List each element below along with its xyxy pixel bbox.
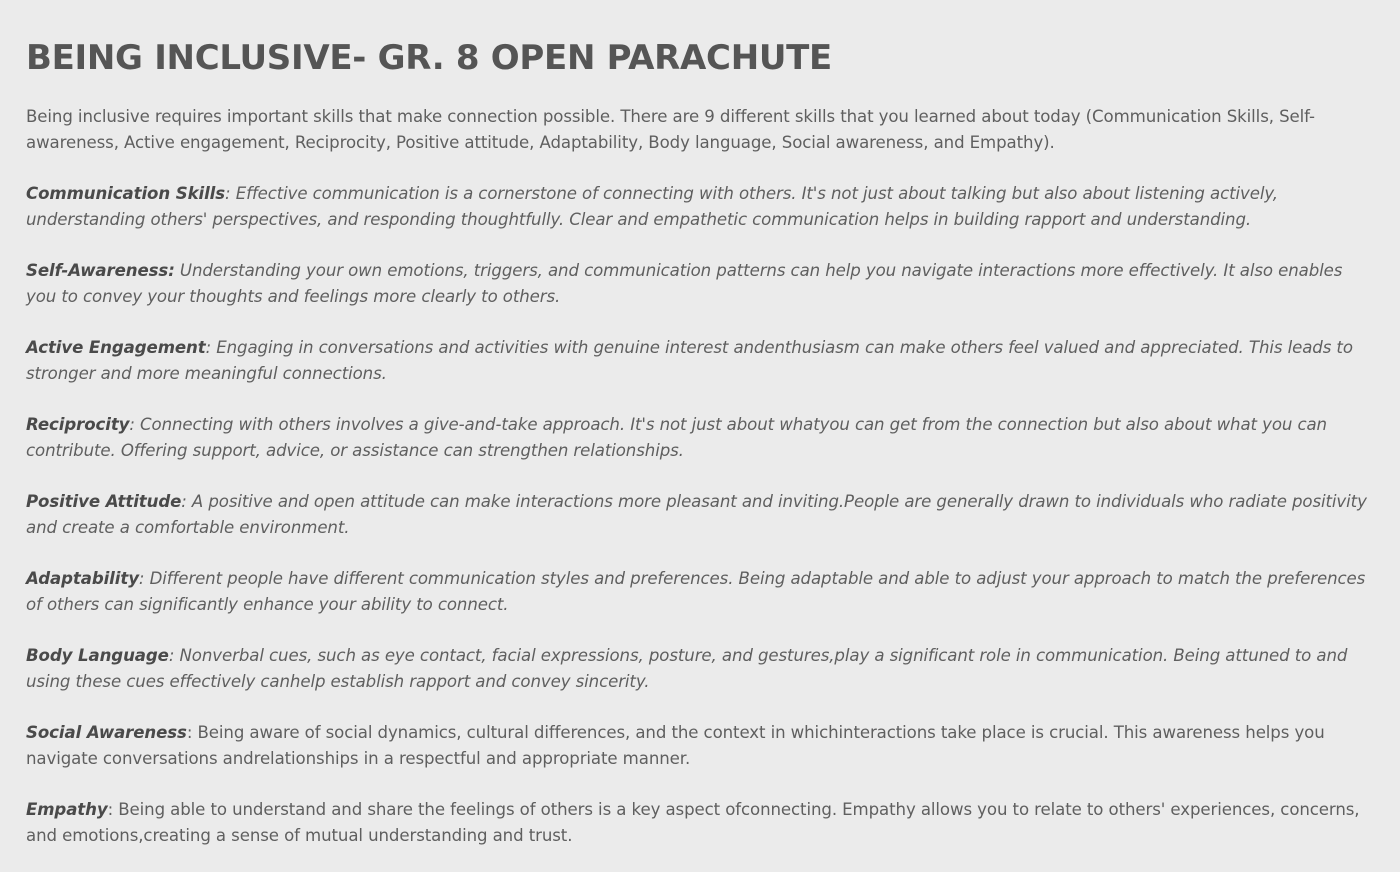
skill-term: Positive Attitude — [26, 492, 182, 511]
skill-description: : Nonverbal cues, such as eye contact, facial expressions, posture, and gestures,play a significant role in communication. Being attuned to and using these cues effectively canhelp establish rapport and convey sincerity. — [26, 646, 1348, 691]
skill-description: : Being able to understand and share the feelings of others is a key aspect ofconnecting. Empathy allows you to relate to others' experiences, concerns, and emotions,creating a sense of mutual understanding and trust. — [26, 800, 1360, 845]
skill-description: : A positive and open attitude can make interactions more pleasant and inviting.People are generally drawn to individuals who radiate positivity and create a comfortable environment. — [26, 492, 1367, 537]
skill-description: : Engaging in conversations and activities with genuine interest andenthusiasm can make others feel valued and appreciated. This leads to stronger and more meaningful connections. — [26, 338, 1353, 383]
skill-description: : Effective communication is a cornerstone of connecting with others. It's not just about talking but also about listening actively, understanding others' perspectives, and responding thoughtfully. Clear and empathetic communication helps in building rapport and understanding. — [26, 184, 1278, 229]
skill-description: : Connecting with others involves a give-and-take approach. It's not just about whatyou can get from the connection but also about what you can contribute. Offering support, advice, or assistance can strengthen relationships. — [26, 415, 1327, 460]
skill-social-awareness — [26, 720, 1374, 771]
skill-description: Understanding your own emotions, triggers, and communication patterns can help you navigate interactions more effectively. It also enables you to convey your thoughts and feelings more clearly to others. — [26, 261, 1343, 306]
skill-reciprocity — [26, 412, 1374, 463]
skill-description: : Being aware of social dynamics, cultural differences, and the context in whichinteractions take place is crucial. This awareness helps you navigate conversations andrelationships in a respectful and appropriate manner. — [26, 723, 1325, 768]
skill-term: Social Awareness — [26, 723, 187, 742]
intro-paragraph: Being inclusive requires important skills that make connection possible. There are 9 different skills that you learned about today (Communication Skills, Self-awareness, Active engagement, Reciprocity, Positive attitude, Adaptability, Body language, Social awareness, and Empathy). — [26, 107, 1315, 152]
skill-term: Adaptability — [26, 569, 139, 588]
skill-adaptability — [26, 566, 1374, 617]
skill-description: : Different people have different communication styles and preferences. Being adaptable and able to adjust your approach to match the preferences of others can significantly enhance your ability to connect. — [26, 569, 1366, 614]
skill-term: Empathy — [26, 800, 108, 819]
skill-communication — [26, 181, 1374, 232]
page-title: BEING INCLUSIVE- GR. 8 OPEN PARACHUTE — [26, 38, 832, 78]
skill-term: Active Engagement — [26, 338, 206, 357]
skill-empathy — [26, 797, 1374, 848]
skill-active-engagement — [26, 335, 1374, 386]
skill-positive-attitude — [26, 489, 1374, 540]
skill-self-awareness — [26, 258, 1374, 309]
skill-term: Body Language — [26, 646, 169, 665]
skill-term: Communication Skills — [26, 184, 226, 203]
skill-body-language — [26, 643, 1374, 694]
skill-term: Reciprocity — [26, 415, 130, 434]
skill-term: Self-Awareness: — [26, 261, 175, 280]
